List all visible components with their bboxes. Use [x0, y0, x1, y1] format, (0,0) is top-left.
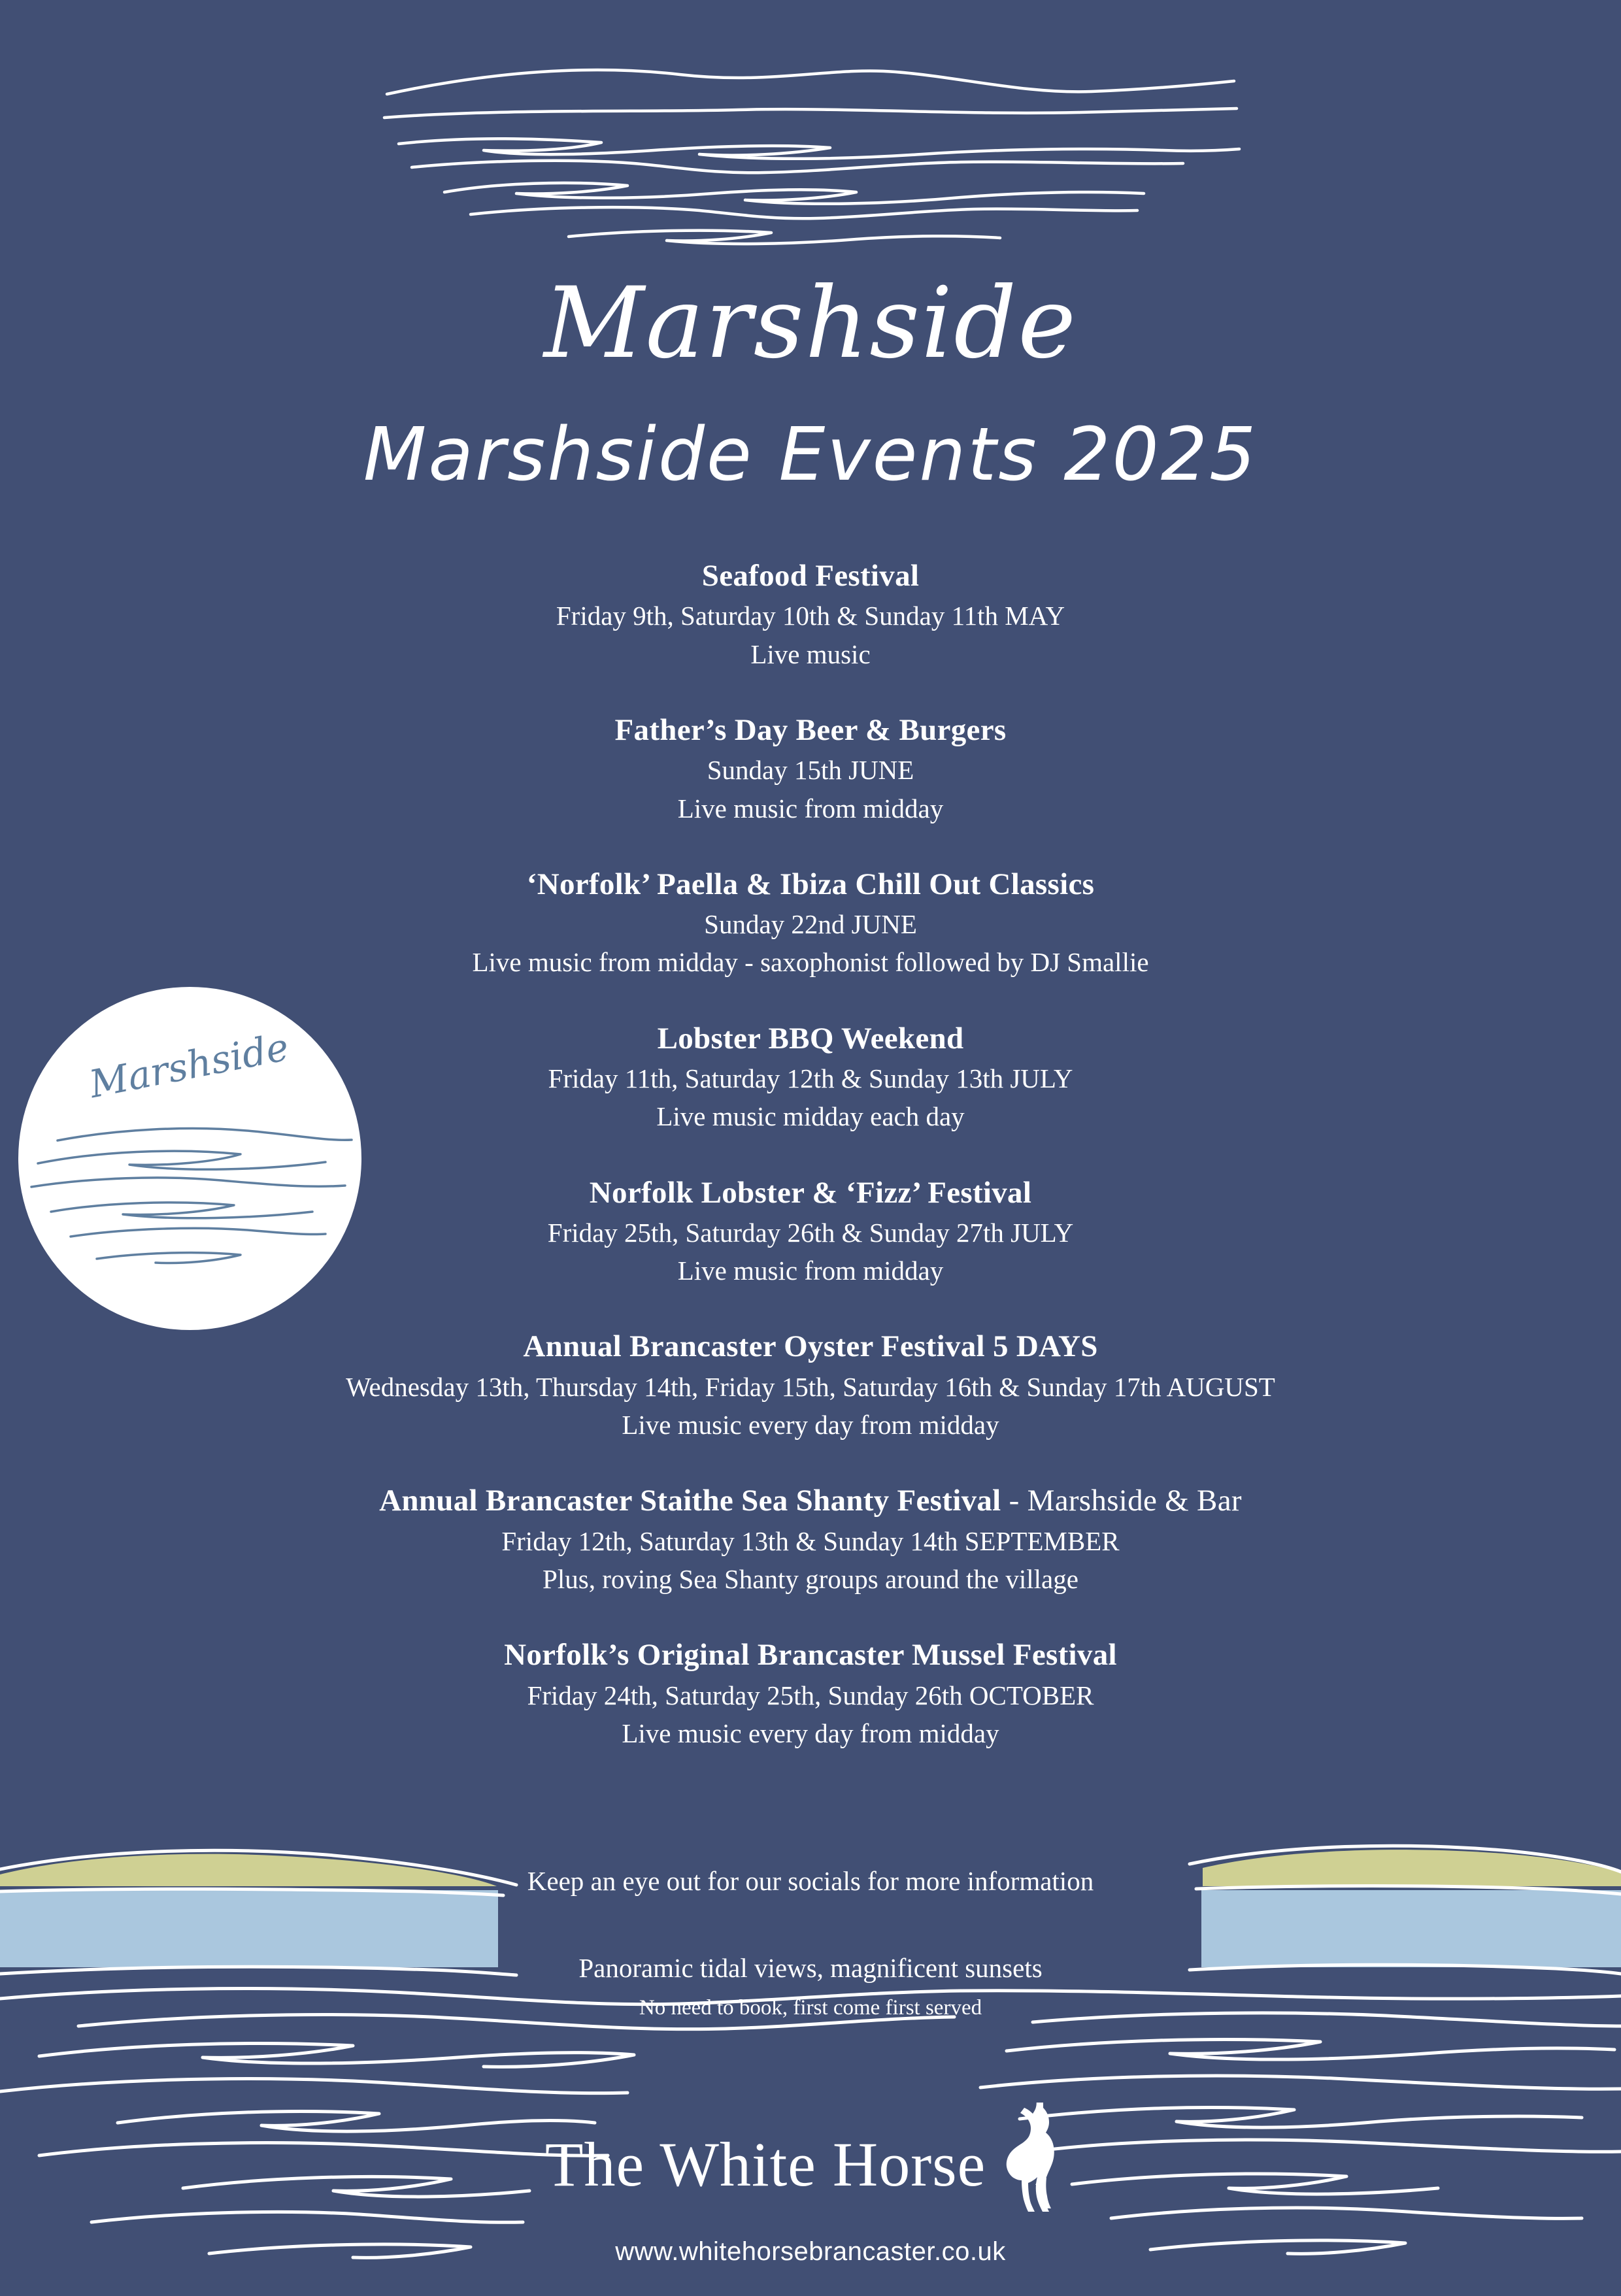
- footer-notes: [0, 1863, 1621, 2023]
- event-name: Lobster BBQ Weekend: [657, 1021, 964, 1056]
- event-detail: Live music from midday: [677, 793, 944, 824]
- event-name: Norfolk Lobster & ‘Fizz’ Festival: [589, 1175, 1032, 1210]
- event-dates: Friday 11th, Saturday 12th & Sunday 13th JULY: [548, 1063, 1073, 1094]
- badge-label: Marshside: [86, 1024, 293, 1107]
- booking-note: No need to book, first come first served: [639, 1995, 982, 2020]
- event-detail: Live music every day from midday: [622, 1718, 999, 1748]
- event-detail: Live music from midday - saxophonist followed by DJ Smallie: [472, 947, 1149, 978]
- horse-icon: [997, 2103, 1076, 2227]
- event-dates: Friday 9th, Saturday 10th & Sunday 11th MAY: [556, 601, 1065, 631]
- event-item: [0, 864, 1621, 982]
- website-url: www.whitehorsebrancaster.co.uk: [615, 2237, 1006, 2266]
- event-item: [0, 1326, 1621, 1444]
- event-item: [0, 556, 1621, 673]
- event-detail: Plus, roving Sea Shanty groups around the village: [543, 1563, 1078, 1594]
- event-name: Norfolk’s Original Brancaster Mussel Festival: [504, 1638, 1117, 1672]
- event-item: [0, 1480, 1621, 1598]
- event-item: [0, 710, 1621, 827]
- panoramic-note: Panoramic tidal views, magnificent sunsets: [578, 1953, 1043, 1984]
- top-marsh-illustration: [373, 52, 1248, 288]
- event-dates: Friday 24th, Saturday 25th, Sunday 26th OCTOBER: [527, 1680, 1094, 1710]
- event-item: [0, 1635, 1621, 1752]
- events-list: [0, 556, 1621, 1789]
- pub-logo-block: [0, 2103, 1621, 2267]
- event-item: [0, 1018, 1621, 1136]
- pub-name: The White Horse: [544, 2129, 986, 2199]
- event-dates: Friday 25th, Saturday 26th & Sunday 27th JULY: [547, 1217, 1074, 1248]
- brand-name: Marshside: [543, 267, 1078, 380]
- event-detail: Live music from midday: [677, 1256, 944, 1286]
- event-dates: Wednesday 13th, Thursday 14th, Friday 15th, Saturday 16th & Sunday 17th AUGUST: [346, 1371, 1275, 1402]
- event-name: Annual Brancaster Staithe Sea Shanty Festival - Marshside & Bar: [379, 1484, 1242, 1518]
- event-item: [0, 1173, 1621, 1290]
- event-detail: Live music every day from midday: [622, 1410, 999, 1440]
- event-name: Annual Brancaster Oyster Festival 5 DAYS: [523, 1329, 1098, 1364]
- event-detail: Live music midday each day: [656, 1101, 965, 1132]
- event-dates: Sunday 15th JUNE: [707, 755, 914, 786]
- event-name: ‘Norfolk’ Paella & Ibiza Chill Out Classics: [526, 867, 1095, 901]
- page-title: Marshside Events 2025: [363, 412, 1258, 497]
- event-name: Seafood Festival: [701, 559, 920, 593]
- event-dates: Friday 12th, Saturday 13th & Sunday 14th SEPTEMBER: [501, 1525, 1120, 1556]
- event-dates: Sunday 22nd JUNE: [704, 909, 917, 940]
- event-detail: Live music: [750, 639, 871, 669]
- event-name: Father’s Day Beer & Burgers: [614, 712, 1007, 747]
- socials-note: Keep an eye out for our socials for more information: [527, 1866, 1094, 1896]
